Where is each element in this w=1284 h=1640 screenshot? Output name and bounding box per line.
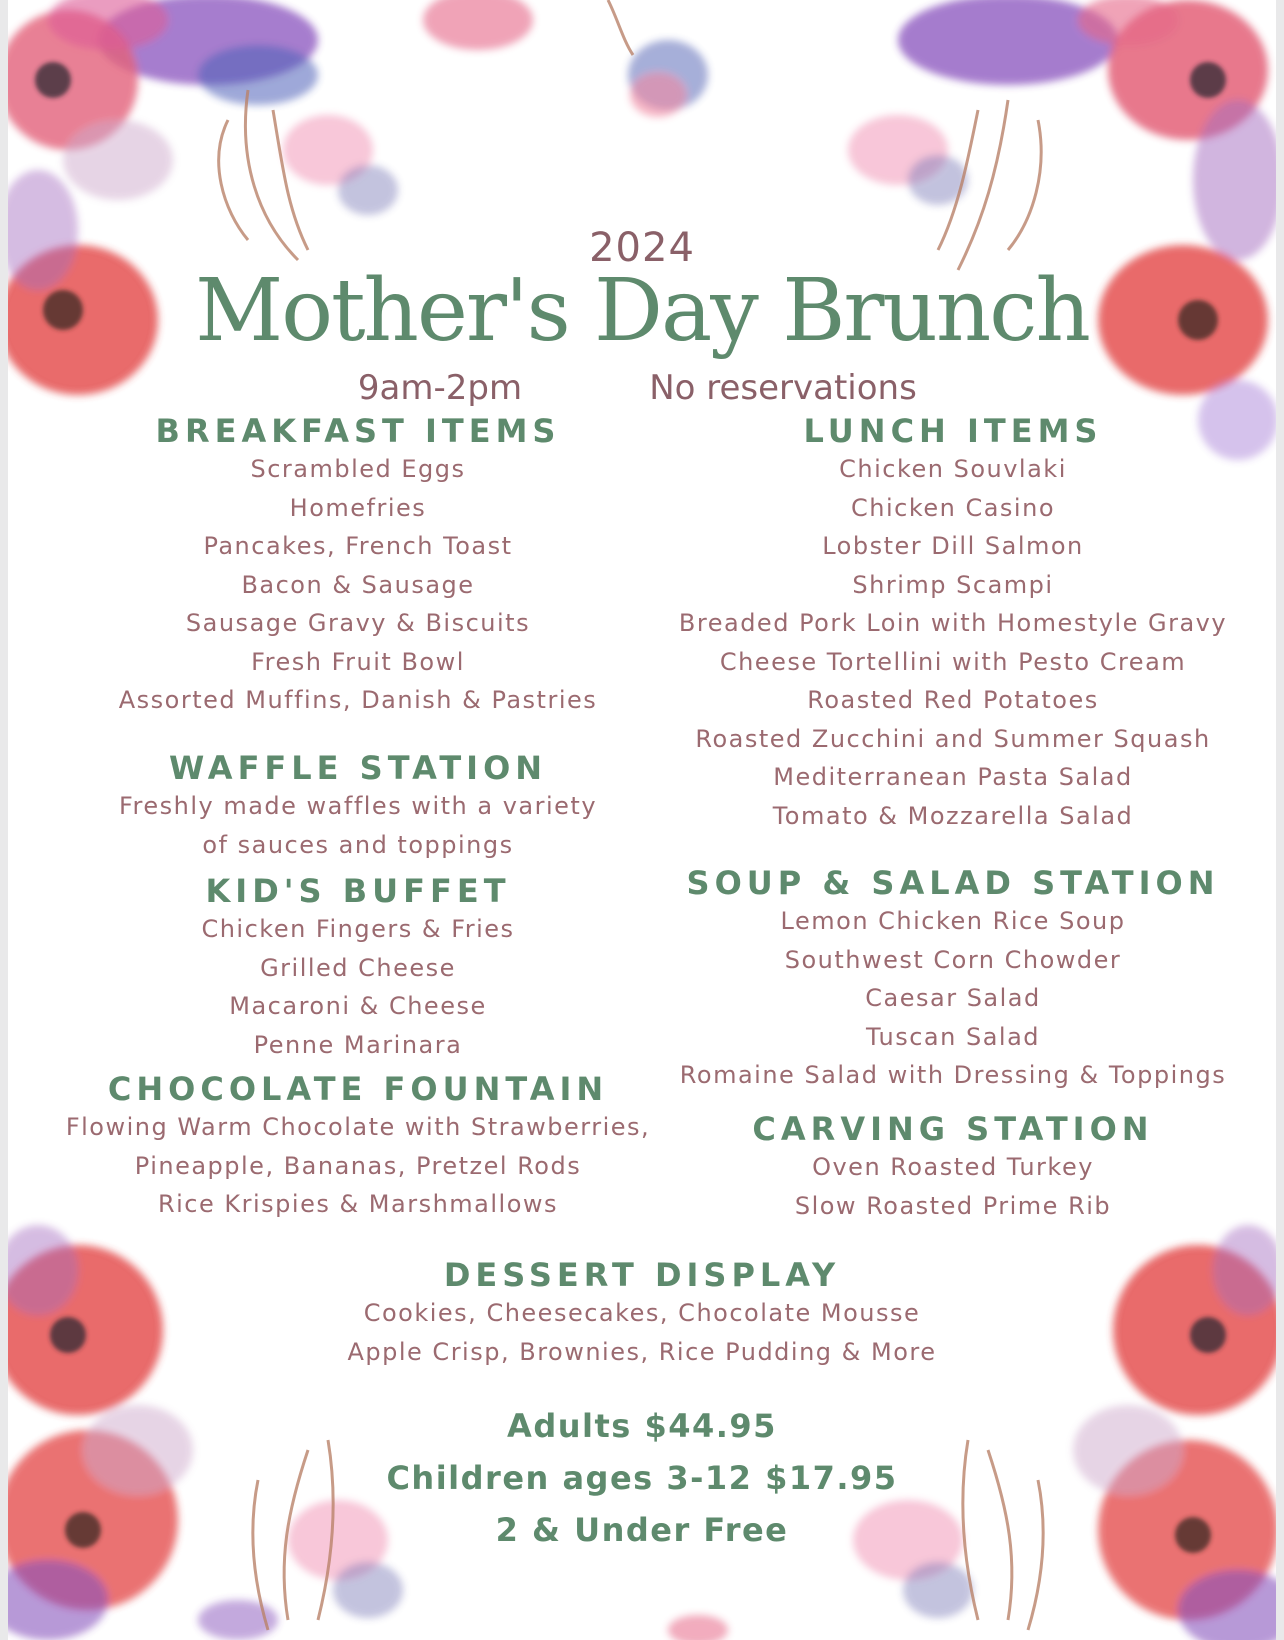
section-heading: WAFFLE STATION [168, 749, 548, 787]
menu-item: Pancakes, French Toast [203, 532, 513, 560]
under-two-price: 2 & Under Free [495, 1511, 789, 1549]
lunch-section [628, 412, 1276, 835]
menu-item: Mediterranean Pasta Salad [773, 763, 1133, 791]
menu-item: Southwest Corn Chowder [784, 945, 1122, 974]
section-heading: CARVING STATION [752, 1110, 1154, 1148]
menu-item: Cheese Tortellini with Pesto Cream [719, 647, 1187, 676]
soup-salad-section [628, 864, 1276, 1095]
menu-item: Breaded Pork Loin with Homestyle Gravy [678, 609, 1228, 637]
menu-item: Chicken Fingers & Fries [201, 915, 515, 943]
section-heading: KID'S BUFFET [205, 872, 511, 910]
menu-item: Romaine Salad with Dressing & Toppings [679, 1061, 1227, 1089]
menu-item: Roasted Zucchini and Summer Squash [695, 724, 1211, 753]
section-heading: CHOCOLATE FOUNTAIN [107, 1070, 609, 1108]
menu-item: Slow Roasted Prime Rib [794, 1191, 1112, 1220]
menu-title: Mother's Day Brunch [195, 261, 1089, 361]
menu-item: Grilled Cheese [260, 953, 456, 982]
menu-item: Chicken Souvlaki [839, 455, 1067, 483]
section-heading: LUNCH ITEMS [803, 412, 1103, 450]
menu-item: Caesar Salad [865, 984, 1041, 1012]
chocolate-section [48, 1070, 668, 1224]
menu-item: Rice Krispies & Marshmallows [157, 1190, 559, 1218]
section-heading: DESSERT DISPLAY [443, 1256, 841, 1294]
pricing-section [168, 1400, 1116, 1556]
menu-item: Tuscan Salad [865, 1022, 1041, 1051]
menu-item: Fresh Fruit Bowl [251, 647, 465, 676]
menu-page [8, 0, 1276, 1640]
section-heading: SOUP & SALAD STATION [686, 864, 1220, 902]
menu-item: Tomato & Mozzarella Salad [772, 801, 1134, 830]
children-price: Children ages 3-12 $17.95 [386, 1459, 898, 1497]
menu-item: Flowing Warm Chocolate with Strawberries, [65, 1113, 651, 1141]
menu-item: Pineapple, Bananas, Pretzel Rods [134, 1151, 582, 1180]
menu-item: Assorted Muffins, Danish & Pastries [118, 686, 598, 714]
menu-year: 2024 [589, 225, 695, 271]
menu-item: Scrambled Eggs [250, 455, 466, 483]
menu-item: Homefries [289, 493, 427, 522]
menu-item: Apple Crisp, Brownies, Rice Pudding & More [347, 1337, 937, 1366]
menu-item: of sauces and toppings [202, 830, 514, 859]
waffle-section [48, 749, 668, 864]
hours-text: 9am-2pm [357, 368, 523, 408]
dessert-section [168, 1256, 1116, 1371]
menu-item: Roasted Red Potatoes [807, 686, 1099, 714]
menu-item: Shrimp Scampi [852, 570, 1054, 599]
menu-item: Macaroni & Cheese [229, 992, 487, 1020]
menu-item: Bacon & Sausage [241, 570, 475, 599]
kids-section [48, 872, 668, 1064]
breakfast-section [48, 412, 668, 720]
menu-item: Penne Marinara [253, 1030, 463, 1059]
menu-item: Freshly made waffles with a variety [118, 792, 598, 820]
reservations-text: No reservations [649, 368, 917, 408]
menu-item: Chicken Casino [850, 493, 1055, 522]
section-heading: BREAKFAST ITEMS [155, 412, 561, 450]
menu-item: Lemon Chicken Rice Soup [780, 907, 1126, 935]
menu-item: Cookies, Cheesecakes, Chocolate Mousse [363, 1299, 921, 1327]
menu-item: Oven Roasted Turkey [812, 1153, 1094, 1181]
adult-price: Adults $44.95 [507, 1407, 777, 1445]
menu-item: Sausage Gravy & Biscuits [185, 609, 531, 637]
carving-section [628, 1110, 1276, 1225]
menu-item: Lobster Dill Salmon [822, 532, 1084, 560]
